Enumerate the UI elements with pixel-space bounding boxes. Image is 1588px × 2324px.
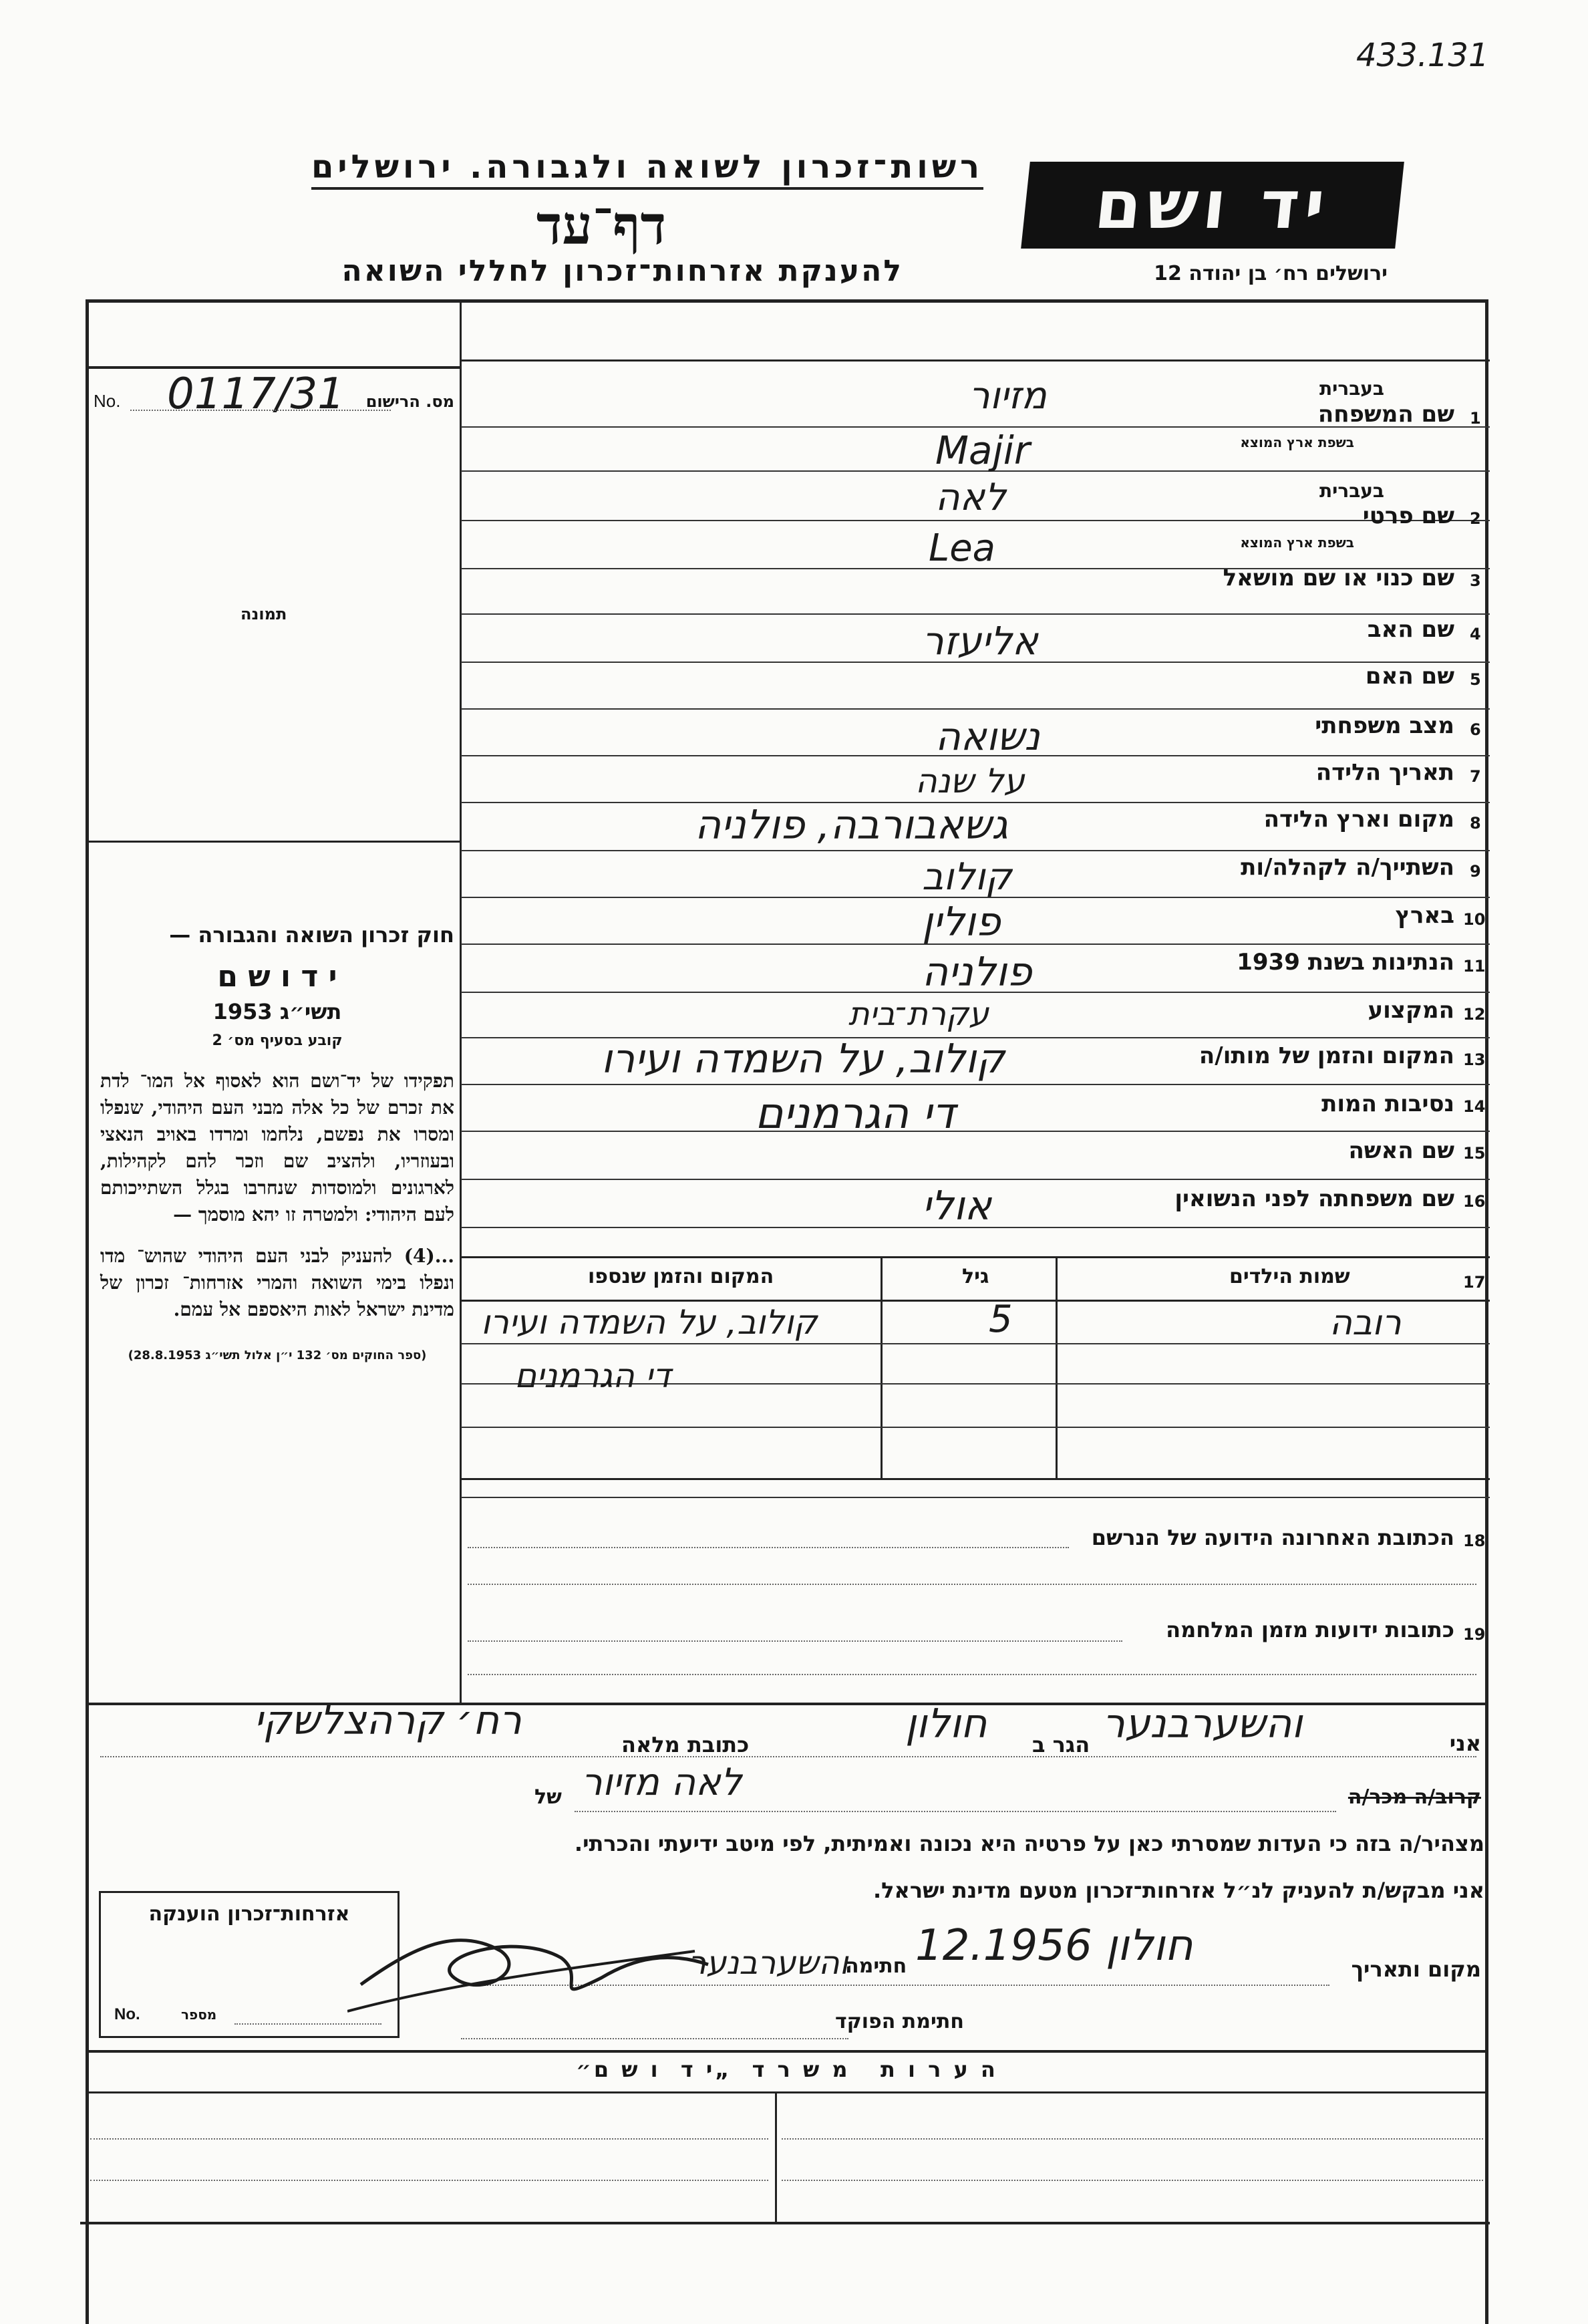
decl-of-name: לאה מזיור [581, 1761, 742, 1804]
field-9-number: 9 [1470, 862, 1481, 881]
field-16-number: 16 [1463, 1192, 1486, 1211]
child-age: 5 [989, 1298, 1013, 1341]
decl-line-2 [575, 1811, 1336, 1812]
decl-line-4 [461, 2038, 848, 2039]
field-2-label: שם פרטי [1362, 502, 1454, 529]
field-11-value: פולניה [922, 949, 1032, 996]
children-col-divider [1056, 1256, 1058, 1480]
decl-place-date: חולון 12.1956 [915, 1921, 1193, 1971]
field-19-number: 19 [1463, 1625, 1486, 1644]
field-2-value-hebrew: לאה [935, 476, 1006, 519]
field-row-rule [461, 1179, 1490, 1180]
field-4-number: 4 [1470, 625, 1481, 643]
field-2-value-origin: Lea [929, 527, 995, 570]
citizenship-title: אזרחות־זכרון הוענקה [148, 1902, 350, 1926]
citizenship-box [99, 1891, 400, 2038]
decl-line-1 [100, 1756, 1476, 1757]
org-line: רשות־זכרון לשואה ולגבורה. ירושלים [311, 148, 983, 190]
field-6-value: נשואה [935, 714, 1040, 759]
law-paragraph-1: תפקידו של יד־ושם הוא לאסוף אל המו־ לדת את זכרם של כל אלה מבני העם היהודי, שנפלו ומסרו את נפשם, נלחמו ומרדו באויב הנאצי ובעוזריו, ולהציב שם וזכר להם לקהילות, לארגונים ולמוסדות שנחרבו בגלל השתייכותם לעם היהודי: ולמטרה זו יהא מוסמך — [100, 1070, 454, 1225]
yad-vashem-logo [1021, 162, 1404, 249]
decl-signature-label: חתימה [845, 1954, 907, 1978]
field-5-number: 5 [1470, 670, 1481, 689]
decl-resides-label: הגר ב [1032, 1732, 1090, 1757]
form-frame-bottom [80, 2222, 1490, 2224]
photo-top-rule [86, 366, 460, 369]
child-place: קולוב, על השמדה ועירו [481, 1303, 818, 1342]
field-row-rule [461, 613, 1490, 615]
field-9-value: קולוב [922, 855, 1012, 899]
field-7-label: תאריך הלידה [1315, 759, 1454, 786]
field-row-rule [461, 1256, 1490, 1258]
registration-number: 0117/31 [167, 370, 345, 419]
field-12-label: המקצוע [1368, 997, 1454, 1024]
field-12-number: 12 [1463, 1005, 1486, 1024]
registration-no-label: No. [94, 391, 121, 411]
decl-request: אני מבקש/ת להעניק לנ״ל אזרחות־זכרון מטעם מדינת ישראל. [873, 1878, 1484, 1903]
law-box [100, 922, 454, 1483]
field-8-number: 8 [1470, 814, 1481, 833]
children-col-age: גיל [962, 1265, 989, 1288]
field-19-dots [468, 1640, 1122, 1642]
notes-divider [775, 2091, 777, 2222]
notes-header: ה ע ר ו ת מ ש ר ד „י ד ו ש ם״ [576, 2057, 998, 2082]
field-15-number: 15 [1463, 1144, 1486, 1163]
citizenship-he-no-label: מספר [181, 2007, 217, 2023]
notes-line [782, 2180, 1483, 2181]
field-14-label: נסיבות המות [1321, 1091, 1454, 1117]
field-1-label: שם המשפחה [1317, 401, 1454, 428]
law-clause: קובע בסעיף מס׳ 2 [212, 1032, 343, 1049]
children-col-names: שמות הילדים [1229, 1265, 1350, 1288]
registration-number-row [94, 370, 454, 419]
decl-relative-label: קרוב/ה מכר/ה [1347, 1785, 1481, 1809]
registration-he-label: מס. הרישום [365, 392, 454, 411]
child-place-2: די הגרמנים [514, 1356, 671, 1395]
citizenship-no-dots [234, 2023, 381, 2025]
field-19-dots [468, 1674, 1476, 1675]
field-5-label: שם האם [1365, 663, 1454, 690]
logo-text: יד ושם [1091, 166, 1334, 244]
children-number: 17 [1463, 1273, 1486, 1292]
field-13-value: קולוב, על השמדה ועירו [601, 1036, 1005, 1082]
field-18-number: 18 [1463, 1532, 1486, 1550]
field-18-dots [468, 1547, 1069, 1548]
children-col-place: המקום והזמן שנספו [588, 1265, 774, 1288]
child-name: רובה [1329, 1303, 1402, 1343]
field-7-number: 7 [1470, 767, 1481, 786]
photo-label: תמונה [241, 605, 287, 623]
field-10-number: 10 [1463, 910, 1486, 929]
decl-officer-label: חתימת הפוקד [835, 2010, 964, 2033]
field-10-value: פולין [922, 899, 1001, 946]
field-3-number: 3 [1470, 571, 1481, 590]
notes-header-rule [86, 2091, 1488, 2093]
field-9-label: השתייך/ה לקהלה/ות [1241, 854, 1454, 881]
field-1-value-origin: Majir [935, 428, 1030, 473]
decl-statement: מצהיר/ה בזה כי העדות שמסרתי כאן על פרטיה היא נכונה ואמיתית, לפי מיטב ידיעתי והכרתי. [574, 1831, 1484, 1856]
field-7-value: על שנה [915, 762, 1025, 801]
field-19-label: כתובות ידועות מזמן המלחמה [1166, 1617, 1454, 1642]
field-6-label: מצב משפחתי [1315, 712, 1454, 739]
field-row-rule [461, 1084, 1490, 1085]
field-15-label: שם האשה [1348, 1137, 1454, 1164]
law-source: (ספר החוקים מס׳ 132 י״ן אלול תשי״ג 28.8.1953) [128, 1348, 427, 1362]
field-14-number: 14 [1463, 1097, 1486, 1116]
registration-dots [130, 410, 391, 411]
field-14-value: די הגרמנים [755, 1089, 955, 1139]
decl-full-address-label: כתובת מלאה [621, 1732, 750, 1757]
field-row-rule [461, 708, 1490, 710]
field-row-rule [461, 359, 1490, 361]
field-8-label: מקום וארץ הלידה [1263, 806, 1454, 833]
field-1-number: 1 [1470, 409, 1481, 428]
field-4-label: שם האב [1367, 616, 1454, 643]
law-name: י ד ו ש ם [217, 960, 337, 994]
field-6-number: 6 [1470, 720, 1481, 739]
citizenship-no-label: No. [114, 2005, 140, 2023]
field-13-number: 13 [1463, 1050, 1486, 1069]
decl-ani-name: והשערבנער [1102, 1701, 1303, 1747]
decl-signature: והשערבנער [688, 1944, 848, 1982]
field-row-rule [461, 1497, 1490, 1498]
archive-stamp-number: 433.131 [1356, 37, 1489, 74]
field-3-label: שם כנוי או שם מושאל [1223, 565, 1454, 591]
children-header-rule [461, 1300, 1490, 1302]
field-11-label: הנתינות בשנת 1939 [1237, 949, 1454, 976]
field-16-label: שם משפחתה לפני הנשואין [1174, 1185, 1454, 1212]
field-4-value: אליעזר [922, 618, 1038, 664]
field-11-number: 11 [1463, 957, 1486, 976]
law-year: תשי״ג 1953 [212, 999, 342, 1024]
left-column-divider [460, 299, 462, 1703]
logo-address: ירושלים רח׳ בן יהודה 12 [1154, 262, 1388, 285]
field-18-label: הכתובת האחרונה הידועה של הנרשם [1091, 1525, 1454, 1550]
photo-bottom-rule [86, 841, 460, 843]
notes-line [90, 2180, 768, 2181]
field-18-dots [468, 1584, 1476, 1585]
notes-line [90, 2138, 768, 2140]
law-paragraph-2: ...(4) להעניק לבני העם היהודי שהוש־ מדו ונפלו בימי השואה והמרי אזרחות־ זכרון של מדינת ישראל לאות היאספם אל עמם. [100, 1245, 454, 1320]
field-2-number: 2 [1470, 509, 1481, 528]
page-subtitle: להענקת אזרחות־זכרון לחללי השואה [341, 254, 903, 288]
children-col-divider [881, 1256, 883, 1480]
field-10-label: בארץ [1395, 902, 1454, 929]
decl-full-address: רח׳ קרהצלשקי [254, 1697, 522, 1744]
field-2-sub-hebrew: בעברית [1319, 480, 1384, 502]
field-12-value: עקרת־בית [848, 996, 989, 1033]
decl-place-date-label: מקום ותאריך [1351, 1956, 1481, 1982]
law-title: חוק זכרון השואה והגבורה — [169, 922, 454, 948]
children-row-rule [461, 1478, 1490, 1480]
page-title: דף־עד [536, 194, 667, 257]
field-2-sub-origin: בשפת ארץ המוצא [1240, 535, 1354, 551]
decl-ani-label: אני [1449, 1731, 1481, 1756]
field-1-sub-hebrew: בעברית [1319, 378, 1384, 400]
field-13-label: המקום והזמן של מותו/ה [1199, 1042, 1454, 1069]
field-8-value: גשאבורבה, פולניה [695, 802, 1008, 849]
field-1-value-hebrew: מזיור [969, 374, 1047, 418]
field-row-rule [461, 850, 1490, 851]
field-16-value: אולי [922, 1183, 991, 1229]
children-row-rule [461, 1343, 1490, 1344]
decl-city: חולון [905, 1701, 987, 1747]
signature-scrawl [347, 1911, 722, 2018]
field-row-rule [461, 1131, 1490, 1132]
notes-top-rule [86, 2050, 1488, 2053]
field-1-sub-origin: בשפת ארץ המוצא [1240, 434, 1354, 450]
decl-of-label: של [534, 1785, 562, 1809]
notes-line [782, 2138, 1483, 2140]
children-row-rule [461, 1427, 1490, 1428]
field-row-rule [461, 520, 1490, 521]
